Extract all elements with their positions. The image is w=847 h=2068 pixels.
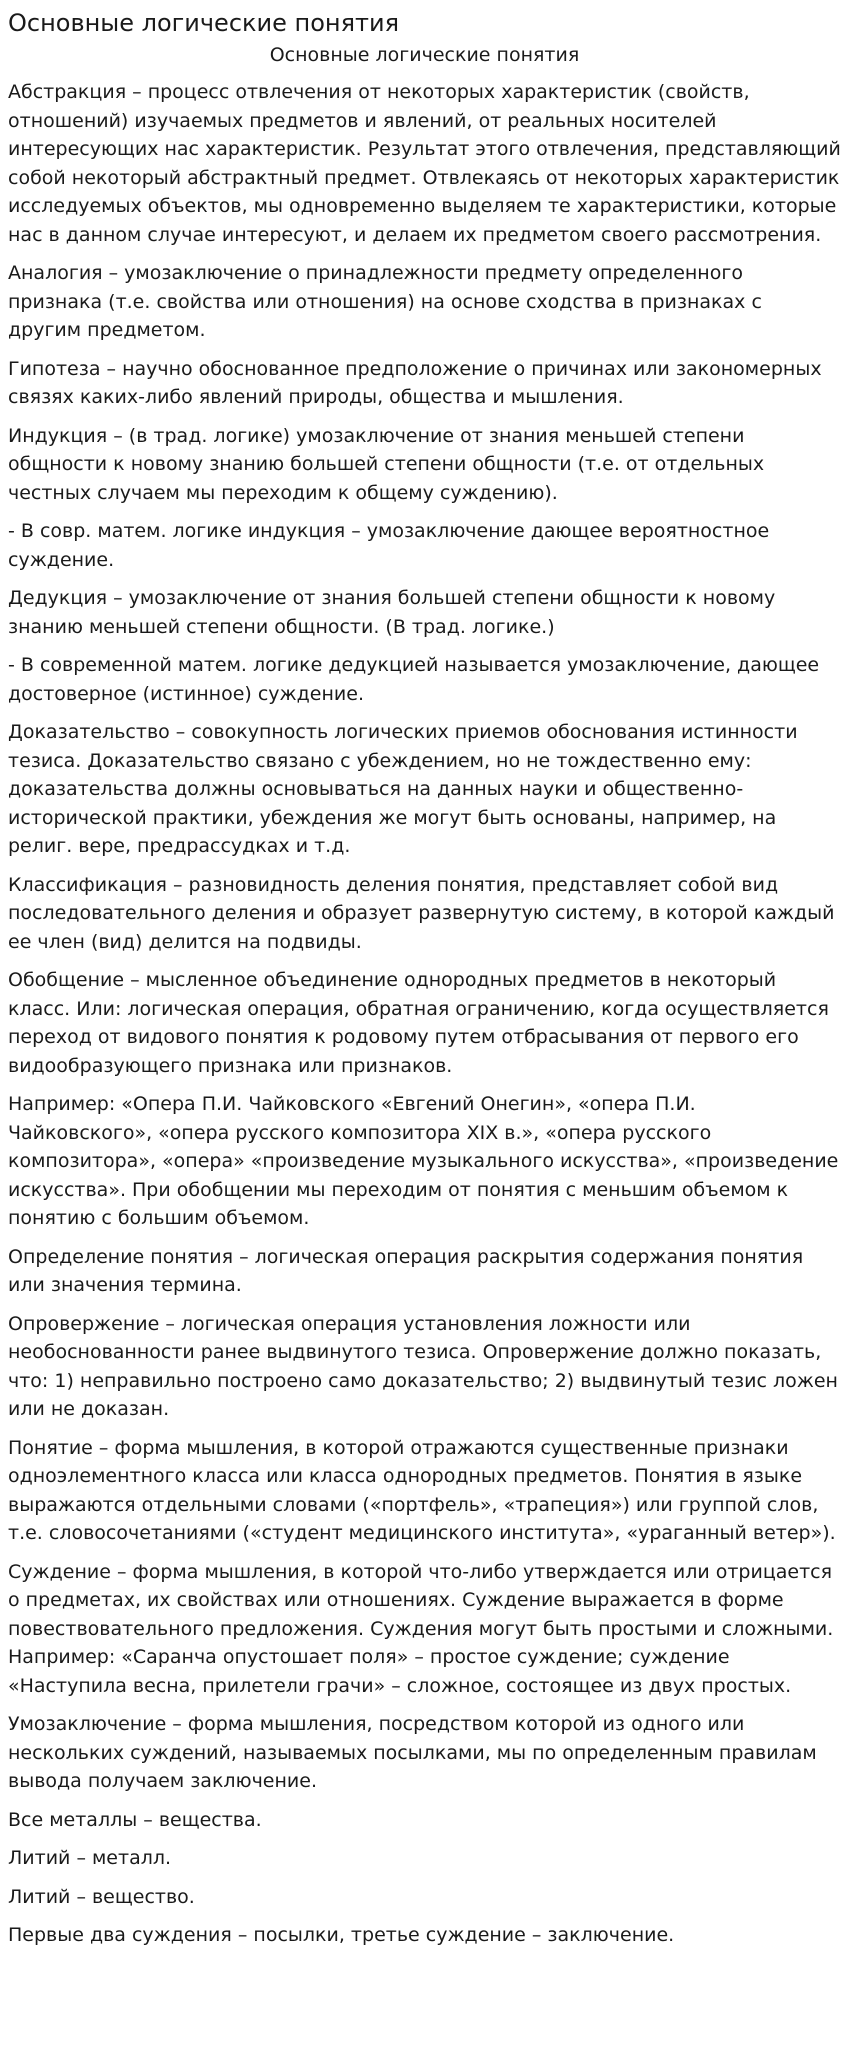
paragraph-induction: Индукция – (в трад. логике) умозаключение от знания меньшей степени общности к новому знанию большей степени общности (т.е. от отдельных честных случаем мы переходим к общему суждению). xyxy=(8,424,765,504)
paragraph-conclusion: Литий – вещество. xyxy=(8,1885,195,1908)
paragraph-judgment: Суждение – форма мышления, в которой что-либо утверждается или отрицается о предметах, их свойствах или отношениях. Суждение выражается в форме повествовательного предложения. Суждения могут быть простыми и сложными. Например: «Саранча опустошает поля» – простое суждение; суждение «Наступила весна, прилетели грачи» – сложное, состоящее из двух простых. xyxy=(8,1560,834,1697)
paragraph-induction-modern: - В совр. матем. логике индукция – умозаключение дающее вероятностное суждение. xyxy=(8,520,770,571)
page-title: Основные логические понятия xyxy=(8,9,400,37)
paragraph-premise-2: Литий – металл. xyxy=(8,1847,172,1869)
paragraph-deduction: Дедукция – умозаключение от знания большей степени общности к новому знанию меньшей степени общности. (В трад. логике.) xyxy=(8,587,776,638)
paragraph-abstraction: Абстракция – процесс отвлечения от некоторых характеристик (свойств, отношений) изучаемых предметов и явлений, от реальных носителей интересующих нас характеристик. Результат этого отвлечения, представляющий собой некоторый абстрактный предмет. Отвлекаясь от некоторых характеристик исследуемых объектов, мы одновременно выделяем те характеристики, которые нас в данном случае интересуют, и делаем их предметом своего рассмотрения. xyxy=(8,81,841,246)
paragraph-concept: Понятие – форма мышления, в которой отражаются существенные признаки одноэлементного класса или класса однородных предметов. Понятия в языке выражаются отдельными словами («портфель», «трапеция») или группой слов, т.е. словосочетаниями («студент медицинского института», «ураганный ветер»). xyxy=(8,1436,836,1544)
paragraph-definition: Определение понятия – логическая операция раскрытия содержания понятия или значения термина. xyxy=(8,1245,804,1296)
document-subtitle: Основные логические понятия xyxy=(269,44,580,66)
paragraph-proof: Доказательство – совокупность логических приемов обоснования истинности тезиса. Доказательство связано с убеждением, но не тождественно ему: доказательства должны основываться на данных науки и общественно-исторической практики, убеждения же могут быть основаны, например, на религ. вере, предрассудках и т.д. xyxy=(8,721,798,857)
paragraph-refutation: Опровержение – логическая операция установления ложности или необоснованности ранее выдвинутого тезиса. Опровержение должно показать, что: 1) неправильно построено само доказательство; 2) выдвинутый тезис ложен или не доказан. xyxy=(8,1312,838,1420)
paragraph-generalization-example: Например: «Опера П.И. Чайковского «Евгений Онегин», «опера П.И. Чайковского», «опера русского композитора XIX в.», «опера русского композитора», «опера» «произведение музыкального искусства», «произведение искусства». При обобщении мы переходим от понятия с меньшим объемом к понятию с большим объемом. xyxy=(8,1093,839,1229)
paragraph-summary: Первые два суждения – посылки, третье суждение – заключение. xyxy=(8,1924,675,1946)
paragraph-classification: Классификация – разновидность деления понятия, представляет собой вид последовательного деления и образует развернутую систему, в которой каждый ее член (вид) делится на подвиды. xyxy=(8,873,835,953)
paragraph-inference: Умозаключение – форма мышления, посредством которой из одного или нескольких суждений, называемых посылками, мы по определенным правилам вывода получаем заключение. xyxy=(8,1713,817,1792)
paragraph-analogy: Аналогия – умозаключение о принадлежности предмету определенного признака (т.е. свойства или отношения) на основе сходства в признаках с другим предметом. xyxy=(8,262,762,341)
paragraph-deduction-modern: - В современной матем. логике дедукцией называется умозаключение, дающее достоверное (истинное) суждение. xyxy=(8,654,820,705)
paragraph-premise-1: Все металлы – вещества. xyxy=(8,1808,262,1831)
paragraph-generalization: Обобщение – мысленное объединение однородных предметов в некоторый класс. Или: логическая операция, обратная ограничению, когда осуществляется переход от видового понятия к родовому путем отбрасывания от первого его видообразующего признака или признаков. xyxy=(8,969,829,1077)
paragraph-hypothesis: Гипотеза – научно обоснованное предположение о причинах или закономерных связях каких-либо явлений природы, общества и мышления. xyxy=(8,357,822,408)
